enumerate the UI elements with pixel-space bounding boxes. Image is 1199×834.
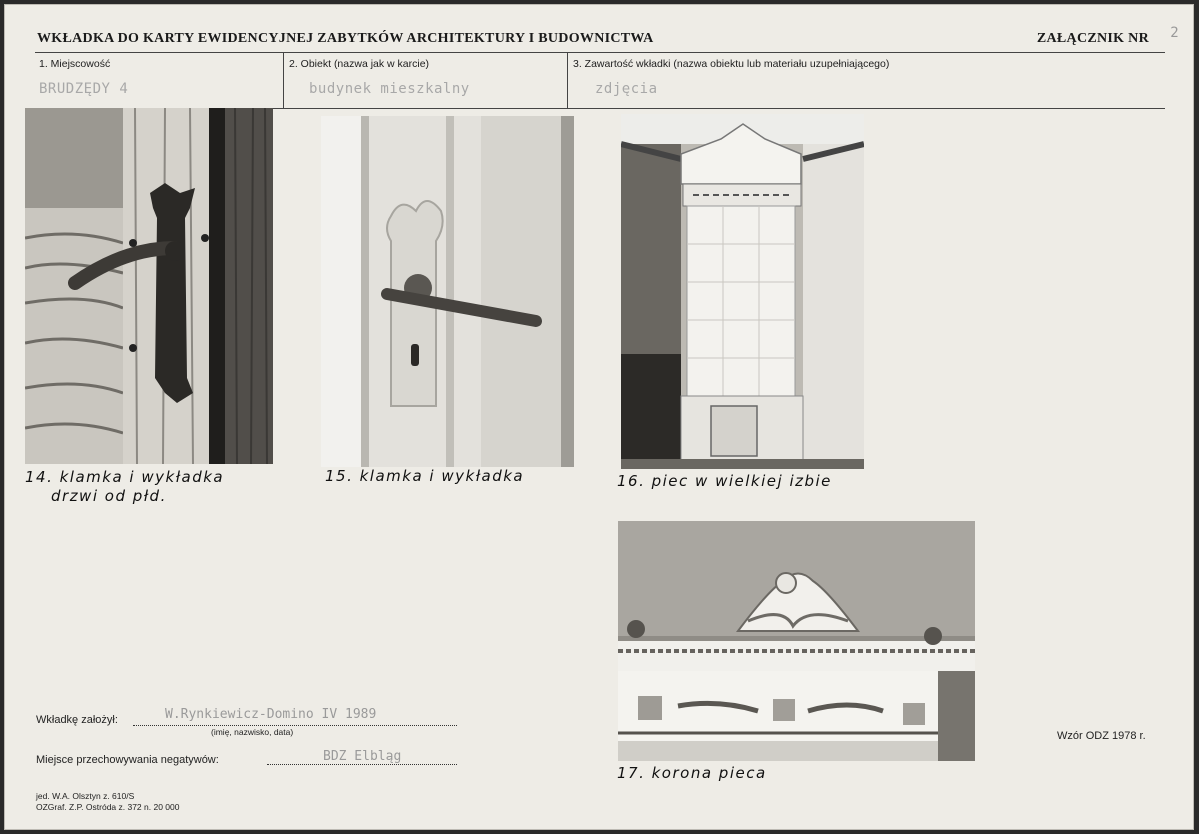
- print-info-1: jed. W.A. Olsztyn z. 610/S: [36, 791, 135, 801]
- photo-door-handle-white: [321, 116, 574, 467]
- founded-hint: (imię, nazwisko, data): [211, 727, 294, 737]
- photo-stove-crown: [618, 521, 975, 761]
- content-label: 3. Zawartość wkładki (nazwa obiektu lub materiału uzupełniającego): [573, 58, 890, 70]
- photo-caption-14-line2: drzwi od płd.: [51, 487, 167, 505]
- photo-door-handle-wood: [25, 108, 273, 464]
- founded-dotted-line: [133, 725, 457, 726]
- object-value: budynek mieszkalny: [309, 81, 470, 97]
- photo-tiled-stove: [621, 114, 864, 469]
- locality-label: 1. Miejscowość: [39, 58, 111, 70]
- photo-caption-16: 16. piec w wielkiej izbie: [617, 472, 832, 490]
- annex-label: ZAŁĄCZNIK NR: [1036, 31, 1149, 46]
- storage-dotted-line: [267, 764, 457, 765]
- field-divider-1: [283, 52, 284, 108]
- form-header: [37, 25, 1179, 47]
- record-sheet: [4, 4, 1194, 830]
- object-label: 2. Obiekt (nazwa jak w karcie): [289, 58, 430, 70]
- storage-value: BDZ Elbląg: [323, 749, 402, 764]
- form-model: Wzór ODZ 1978 r.: [1057, 730, 1146, 742]
- founded-value: W.Rynkiewicz-Domino IV 1989: [165, 707, 377, 722]
- photo-caption-15: 15. klamka i wykładka: [325, 467, 525, 485]
- photo-caption-14-line1: 14. klamka i wykładka: [25, 468, 225, 486]
- locality-value: BRUDZĘDY 4: [39, 81, 129, 97]
- field-divider-2: [567, 52, 568, 108]
- form-title: WKŁADKA DO KARTY EWIDENCYJNEJ ZABYTKÓW ARCHITEKTURY I BUDOWNICTWA: [37, 31, 654, 46]
- header-rule: [35, 52, 1165, 53]
- print-info-2: OZGraf. Z.P. Ostróda z. 372 n. 20 000: [36, 802, 180, 812]
- annex-number: 2: [1170, 25, 1179, 41]
- founded-label: Wkładkę założył:: [36, 714, 118, 726]
- photo-caption-17: 17. korona pieca: [617, 764, 767, 782]
- content-value: zdjęcia: [595, 81, 658, 97]
- storage-label: Miejsce przechowywania negatywów:: [36, 754, 219, 766]
